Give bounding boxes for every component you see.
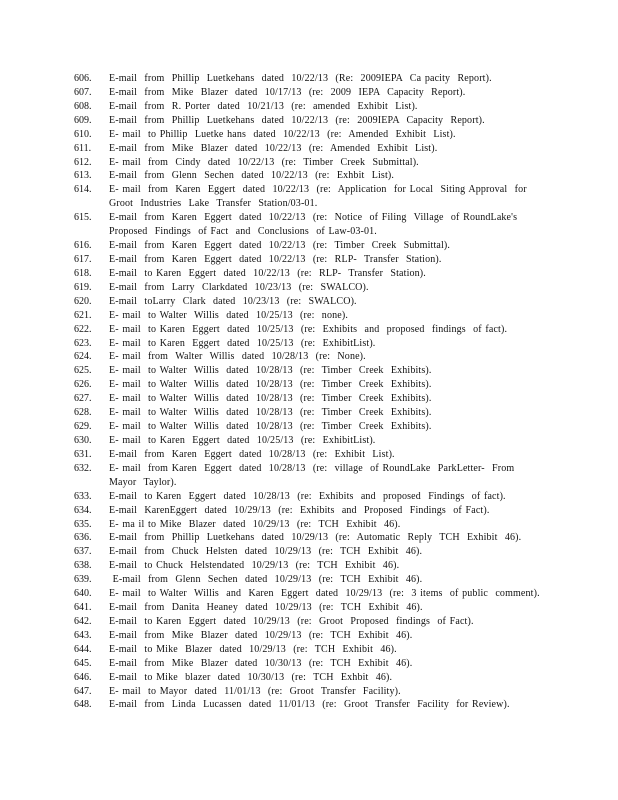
- entry-text: E-mail from R. Porter dated 10/21/13 (re: amended Exhibit List).: [109, 100, 418, 112]
- list-item: [74, 211, 546, 239]
- entry-number: 635.: [74, 518, 92, 530]
- entry-text: E-mail from Mike Blazer dated 10/22/13 (re: Amended Exhibit List).: [109, 142, 438, 154]
- entry-text: E- mail to Karen Eggert dated 10/25/13 (re: ExhibitList).: [109, 434, 376, 446]
- list-item: [74, 420, 546, 434]
- list-item: [74, 504, 546, 518]
- list-item: [74, 671, 546, 685]
- entry-number: 626.: [74, 379, 92, 391]
- list-item: [74, 183, 546, 211]
- entry-text: E- mail to Karen Eggert dated 10/25/13 (re: ExhibitList).: [109, 337, 376, 349]
- list-item: [74, 518, 546, 532]
- list-item: [74, 100, 546, 114]
- entry-number: 641.: [74, 602, 92, 614]
- list-item: [74, 657, 546, 671]
- list-item: [74, 698, 546, 712]
- entry-number: 642.: [74, 615, 92, 627]
- list-item: [74, 323, 546, 337]
- entry-number: 634.: [74, 504, 92, 516]
- entry-number: 637.: [74, 546, 92, 558]
- entry-text: E- mail to Walter Willis dated 10/28/13 (re: Timber Creek Exhibits).: [109, 393, 432, 405]
- entry-text: E- mail to Walter Willis dated 10/28/13 (re: Timber Creek Exhibits).: [109, 365, 432, 377]
- list-item: [74, 253, 546, 267]
- entry-number: 638.: [74, 560, 92, 572]
- entry-number: 633.: [74, 490, 92, 502]
- entry-number: 620.: [74, 295, 92, 307]
- entry-number: 610.: [74, 128, 92, 140]
- entry-number: 645.: [74, 657, 92, 669]
- entry-number: 618.: [74, 267, 92, 279]
- entry-number: 640.: [74, 588, 92, 600]
- entry-text: E-mail from Linda Lucassen dated 11/01/13 (re: Groot Transfer Facility for Review).: [109, 699, 510, 711]
- entry-text: E-mail from Phillip Luetkehans dated 10/29/13 (re: Automatic Reply TCH Exhibit 46).: [109, 532, 522, 544]
- list-item: [74, 267, 546, 281]
- entry-number: 615.: [74, 212, 92, 224]
- entry-text: E- mail from Walter Willis dated 10/28/13 (re: None).: [109, 351, 366, 363]
- entry-text: E- mail to Walter Willis dated 10/28/13 (re: Timber Creek Exhibits).: [109, 421, 432, 433]
- list-item: [74, 615, 546, 629]
- list-item: [74, 559, 546, 573]
- entry-number: 619.: [74, 281, 92, 293]
- entry-text: E-mail from Mike Blazer dated 10/29/13 (re: TCH Exhibit 46).: [109, 629, 413, 641]
- entry-text: E-mail to Mike Blazer dated 10/29/13 (re: TCH Exhibit 46).: [109, 643, 397, 655]
- list-item: [74, 573, 546, 587]
- list-item: [74, 587, 546, 601]
- entry-number: 606.: [74, 73, 92, 84]
- entry-text: E- mail to Walter Willis dated 10/28/13 (re: Timber Creek Exhibits).: [109, 407, 432, 419]
- entry-text: E-mail from Mike Blazer dated 10/17/13 (re: 2009 IEPA Capacity Report).: [109, 86, 466, 98]
- entry-number: 608.: [74, 100, 92, 112]
- entry-text: E- mail to Phillip Luetke hans dated 10/22/13 (re: Amended Exhibit List).: [109, 128, 456, 140]
- entry-number: 612.: [74, 156, 92, 168]
- list-item: [74, 490, 546, 504]
- list-item: [74, 114, 546, 128]
- entry-text: E-mail from Glenn Sechen dated 10/22/13 (re: Exhbit List).: [109, 170, 395, 182]
- entry-number: 628.: [74, 407, 92, 419]
- entry-text: E- mail from Karen Eggert dated 10/22/13 (re: Application for Local Siting Approval for Groot Industries Lake Transfer Station/03-01.: [109, 184, 535, 210]
- list-item: [74, 601, 546, 615]
- entry-number: 646.: [74, 671, 92, 683]
- entry-text: E-mail from Chuck Helsten dated 10/29/13 (re: TCH Exhibit 46).: [109, 546, 423, 558]
- list-item: [74, 364, 546, 378]
- entry-text: E-mail to Chuck Helstendated 10/29/13 (re: TCH Exhibit 46).: [109, 560, 400, 572]
- list-item: [74, 156, 546, 170]
- entry-text: E-mail KarenEggert dated 10/29/13 (re: Exhibits and Proposed Findings of Fact).: [109, 504, 490, 516]
- entry-number: 613.: [74, 170, 92, 182]
- entry-number: 616.: [74, 240, 92, 252]
- list-item: [74, 434, 546, 448]
- list-item: [74, 295, 546, 309]
- list-item: [74, 239, 546, 253]
- list-item: [74, 142, 546, 156]
- entry-text: E- mail to Mayor dated 11/01/13 (re: Groot Transfer Facility).: [109, 685, 401, 697]
- entry-text: E-mail from Larry Clarkdated 10/23/13 (re: SWALCO).: [109, 281, 369, 293]
- list-item: [74, 392, 546, 406]
- list-item: [74, 448, 546, 462]
- list-item: [74, 378, 546, 392]
- entry-text: E- mail to Walter Willis dated 10/28/13 (re: Timber Creek Exhibits).: [109, 379, 432, 391]
- entry-text: E-mail to Karen Eggert dated 10/29/13 (re: Groot Proposed findings of Fact).: [109, 615, 474, 627]
- entry-text: E-mail from Mike Blazer dated 10/30/13 (re: TCH Exhibit 46).: [109, 657, 413, 669]
- list-item: [74, 462, 546, 490]
- entry-text: E-mail from Phillip Luetkehans dated 10/22/13 (Re: 2009IEPA Ca pacity Report).: [109, 73, 492, 84]
- list-item: [74, 86, 546, 100]
- entry-number: 632.: [74, 462, 92, 474]
- entry-text: E-mail from Phillip Luetkehans dated 10/22/13 (re: 2009IEPA Capacity Report).: [109, 114, 485, 126]
- entry-number: 625.: [74, 365, 92, 377]
- list-item: [74, 309, 546, 323]
- list-item: [74, 531, 546, 545]
- entry-number: 611.: [74, 142, 92, 154]
- entry-text: E-mail from Karen Eggert dated 10/28/13 (re: Exhibit List).: [109, 448, 395, 460]
- entry-number: 624.: [74, 351, 92, 363]
- entry-text: E- mail from Cindy dated 10/22/13 (re: Timber Creek Submittal).: [109, 156, 419, 168]
- entry-number: 629.: [74, 421, 92, 433]
- list-item: [74, 169, 546, 183]
- entry-text: E-mail from Karen Eggert dated 10/22/13 (re: Timber Creek Submittal).: [109, 240, 451, 252]
- entry-text: E-mail from Glenn Sechen dated 10/29/13 (re: TCH Exhibit 46).: [109, 574, 423, 586]
- entry-text: E-mail to Karen Eggert dated 10/22/13 (re: RLP- Transfer Station).: [109, 267, 426, 279]
- entry-number: 636.: [74, 532, 92, 544]
- entry-number: 614.: [74, 184, 92, 196]
- list-item: [74, 337, 546, 351]
- list-item: [74, 545, 546, 559]
- list-item: [74, 685, 546, 699]
- entry-text: E-mail to Karen Eggert dated 10/28/13 (re: Exhibits and proposed Findings of fact).: [109, 490, 506, 502]
- entry-number: 607.: [74, 86, 92, 98]
- entry-text: E-mail toLarry Clark dated 10/23/13 (re: SWALCO).: [109, 295, 357, 307]
- entry-number: 639.: [74, 574, 92, 586]
- list-item: [74, 128, 546, 142]
- entry-number: 647.: [74, 685, 92, 697]
- list-item: [74, 72, 546, 86]
- list-item: [74, 629, 546, 643]
- list-item: [74, 406, 546, 420]
- entry-text: E- mail from Karen Eggert dated 10/28/13 (re: village of RoundLake ParkLetter- From Mayor Taylor).: [109, 462, 522, 488]
- entry-text: E-mail from Karen Eggert dated 10/22/13 (re: Notice of Filing Village of RoundLake's Proposed Findings of Fact and Conclusions of Law-03-01.: [109, 212, 525, 238]
- entry-text: E-mail from Danita Heaney dated 10/29/13 (re: TCH Exhibit 46).: [109, 602, 423, 614]
- entry-text: E- mail to Walter Willis and Karen Eggert dated 10/29/13 (re: 3 items of public comment).: [109, 588, 540, 600]
- entry-number: 623.: [74, 337, 92, 349]
- entry-text: E-mail from Karen Eggert dated 10/22/13 (re: RLP- Transfer Station).: [109, 253, 442, 265]
- entry-text: E-mail to Mike blazer dated 10/30/13 (re: TCH Exhbit 46).: [109, 671, 393, 683]
- entry-number: 609.: [74, 114, 92, 126]
- list-item: [74, 281, 546, 295]
- entry-number: 621.: [74, 309, 92, 321]
- entry-number: 648.: [74, 699, 92, 711]
- entry-number: 627.: [74, 393, 92, 405]
- entry-number: 644.: [74, 643, 92, 655]
- list-item: [74, 350, 546, 364]
- entry-number: 630.: [74, 434, 92, 446]
- entry-number: 631.: [74, 448, 92, 460]
- entry-text: E- ma il to Mike Blazer dated 10/29/13 (re: TCH Exhibit 46).: [109, 518, 401, 530]
- entry-number: 643.: [74, 629, 92, 641]
- entry-text: E- mail to Walter Willis dated 10/25/13 (re: none).: [109, 309, 348, 321]
- entry-number: 617.: [74, 253, 92, 265]
- list-item: [74, 643, 546, 657]
- email-exhibit-list: [74, 72, 546, 712]
- entry-text: E- mail to Karen Eggert dated 10/25/13 (re: Exhibits and proposed findings of fact).: [109, 323, 508, 335]
- entry-number: 622.: [74, 323, 92, 335]
